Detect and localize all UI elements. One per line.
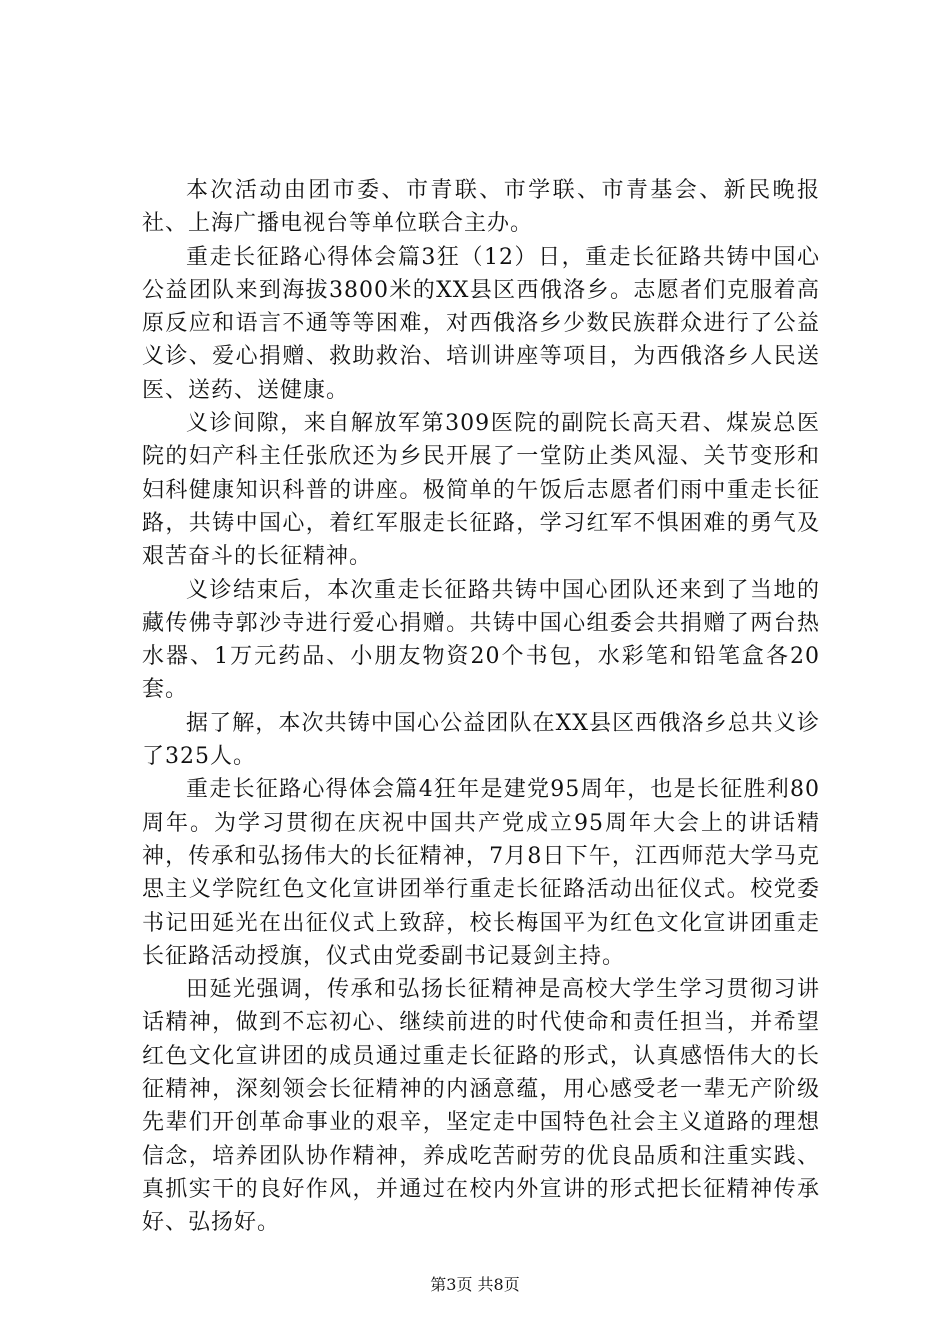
paragraph: 据了解，本次共铸中国心公益团队在XX县区西俄洛乡总共义诊了325人。	[142, 710, 820, 770]
paragraph: 重走长征路心得体会篇4狂年是建党95周年，也是长征胜利80周年。为学习贯彻在庆祝中国共产党成立95周年大会上的讲话精神，传承和弘扬伟大的长征精神，7月8日下午，江西师范大学马克思主义学院红色文化宣讲团举行重走长征路活动出征仪式。校党委书记田延光在出征仪式上致辞，校长梅国平为红色文化宣讲团重走长征路活动授旗，仪式由党委副书记聂剑主持。	[142, 777, 820, 969]
paragraph: 本次活动由团市委、市青联、市学联、市青基会、新民晚报社、上海广播电视台等单位联合主办。	[142, 178, 820, 237]
paragraph: 义诊间隙，来自解放军第309医院的副院长高天君、煤炭总医院的妇产科主任张欣还为乡民开展了一堂防止类风湿、关节变形和妇科健康知识科普的讲座。极简单的午饭后志愿者们雨中重走长征路，共铸中国心，着红军服走长征路，学习红军不惧困难的勇气及艰苦奋斗的长征精神。	[142, 411, 820, 570]
paragraph: 重走长征路心得体会篇3狂（12）日，重走长征路共铸中国心公益团队来到海拔3800米的XX县区西俄洛乡。志愿者们克服着高原反应和语言不通等等困难，对西俄洛乡少数民族群众进行了公益义诊、爱心捐赠、救助救治、培训讲座等项目，为西俄洛乡人民送医、送药、送健康。	[142, 244, 820, 403]
document-body	[142, 174, 820, 1240]
paragraph: 田延光强调，传承和弘扬长征精神是高校大学生学习贯彻习讲话精神，做到不忘初心、继续前进的时代使命和责任担当，并希望红色文化宣讲团的成员通过重走长征路的形式，认真感悟伟大的长征精神，深刻领会长征精神的内涵意蕴，用心感受老一辈无产阶级先辈们开创革命事业的艰辛，坚定走中国特色社会主义道路的理想信念，培养团队协作精神，养成吃苦耐劳的优良品质和注重实践、真抓实干的良好作风，并通过在校内外宣讲的形式把长征精神传承好、弘扬好。	[142, 977, 820, 1236]
page-footer: 第3页 共8页	[430, 1275, 520, 1294]
paragraph: 义诊结束后，本次重走长征路共铸中国心团队还来到了当地的藏传佛寺郭沙寺进行爱心捐赠。共铸中国心组委会共捐赠了两台热水器、1万元药品、小朋友物资20个书包，水彩笔和铅笔盒各20套。	[142, 577, 820, 703]
